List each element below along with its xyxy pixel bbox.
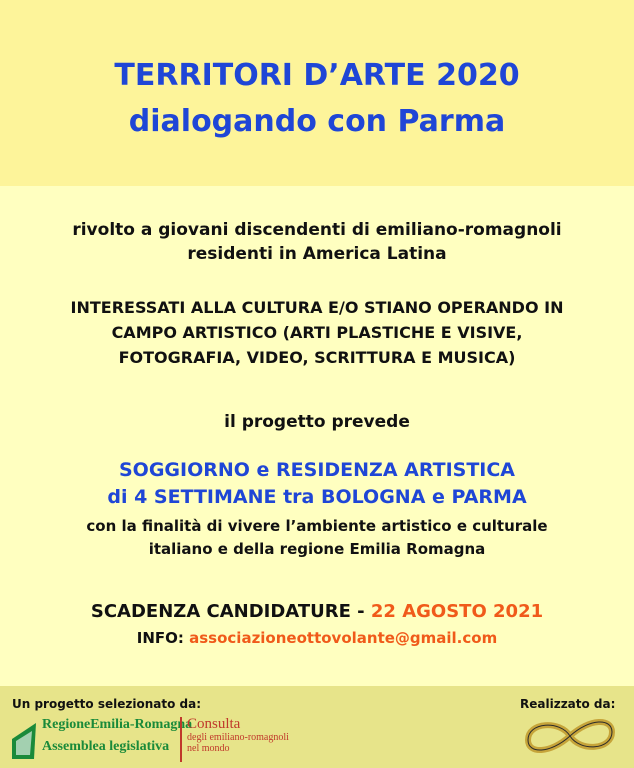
title-line-1: TERRITORI D’ARTE 2020 xyxy=(114,58,520,93)
regione-emilia-romagna-logo xyxy=(10,717,193,762)
interest-line-1: INTERESSATI ALLA CULTURA E/O STIANO OPERANDO IN xyxy=(70,298,564,317)
consulta-sub-2: nel mondo xyxy=(187,743,230,754)
deadline-label: SCADENZA CANDIDATURE - xyxy=(90,601,371,622)
deadline xyxy=(0,601,634,622)
intro-line-2: residenti in America Latina xyxy=(187,244,447,264)
interest-line-2: CAMPO ARTISTICO (ARTI PLASTICHE E VISIVE, xyxy=(111,323,523,342)
consulta-sub-1: degli emiliano-romagnoli xyxy=(187,732,289,743)
ottovolante-logo xyxy=(520,712,620,762)
purpose-line-2: italiano e della regione Emilia Romagna xyxy=(148,540,486,558)
region-line-1: RegioneEmilia-Romagna xyxy=(42,717,193,732)
purpose-line-1: con la finalità di vivere l’ambiente artistico e culturale xyxy=(86,517,548,535)
info-line xyxy=(0,629,634,647)
deadline-date: 22 AGOSTO 2021 xyxy=(370,601,544,622)
info-email[interactable]: associazioneottovolante@gmail.com xyxy=(189,629,498,647)
region-map-icon xyxy=(10,719,38,761)
intro-line-1: rivolto a giovani discendenti di emiliano-romagnoli xyxy=(72,220,562,240)
selected-by-label: Un progetto selezionato da: xyxy=(12,697,201,711)
region-line-2: Assemblea legislativa xyxy=(42,739,170,754)
highlight-line-2: di 4 SETTIMANE tra BOLOGNA e PARMA xyxy=(107,486,527,508)
title-line-2: dialogando con Parma xyxy=(128,104,506,139)
made-by-label: Realizzato da: xyxy=(520,697,616,711)
info-label: INFO: xyxy=(136,629,190,647)
header-band xyxy=(0,0,634,186)
interest-line-3: FOTOGRAFIA, VIDEO, SCRITTURA E MUSICA) xyxy=(118,348,516,367)
project-text: il progetto prevede xyxy=(224,412,410,432)
consulta-logo xyxy=(180,717,317,762)
highlight-line-1: SOGGIORNO e RESIDENZA ARTISTICA xyxy=(118,459,516,481)
consulta-title: Consulta xyxy=(187,716,241,732)
